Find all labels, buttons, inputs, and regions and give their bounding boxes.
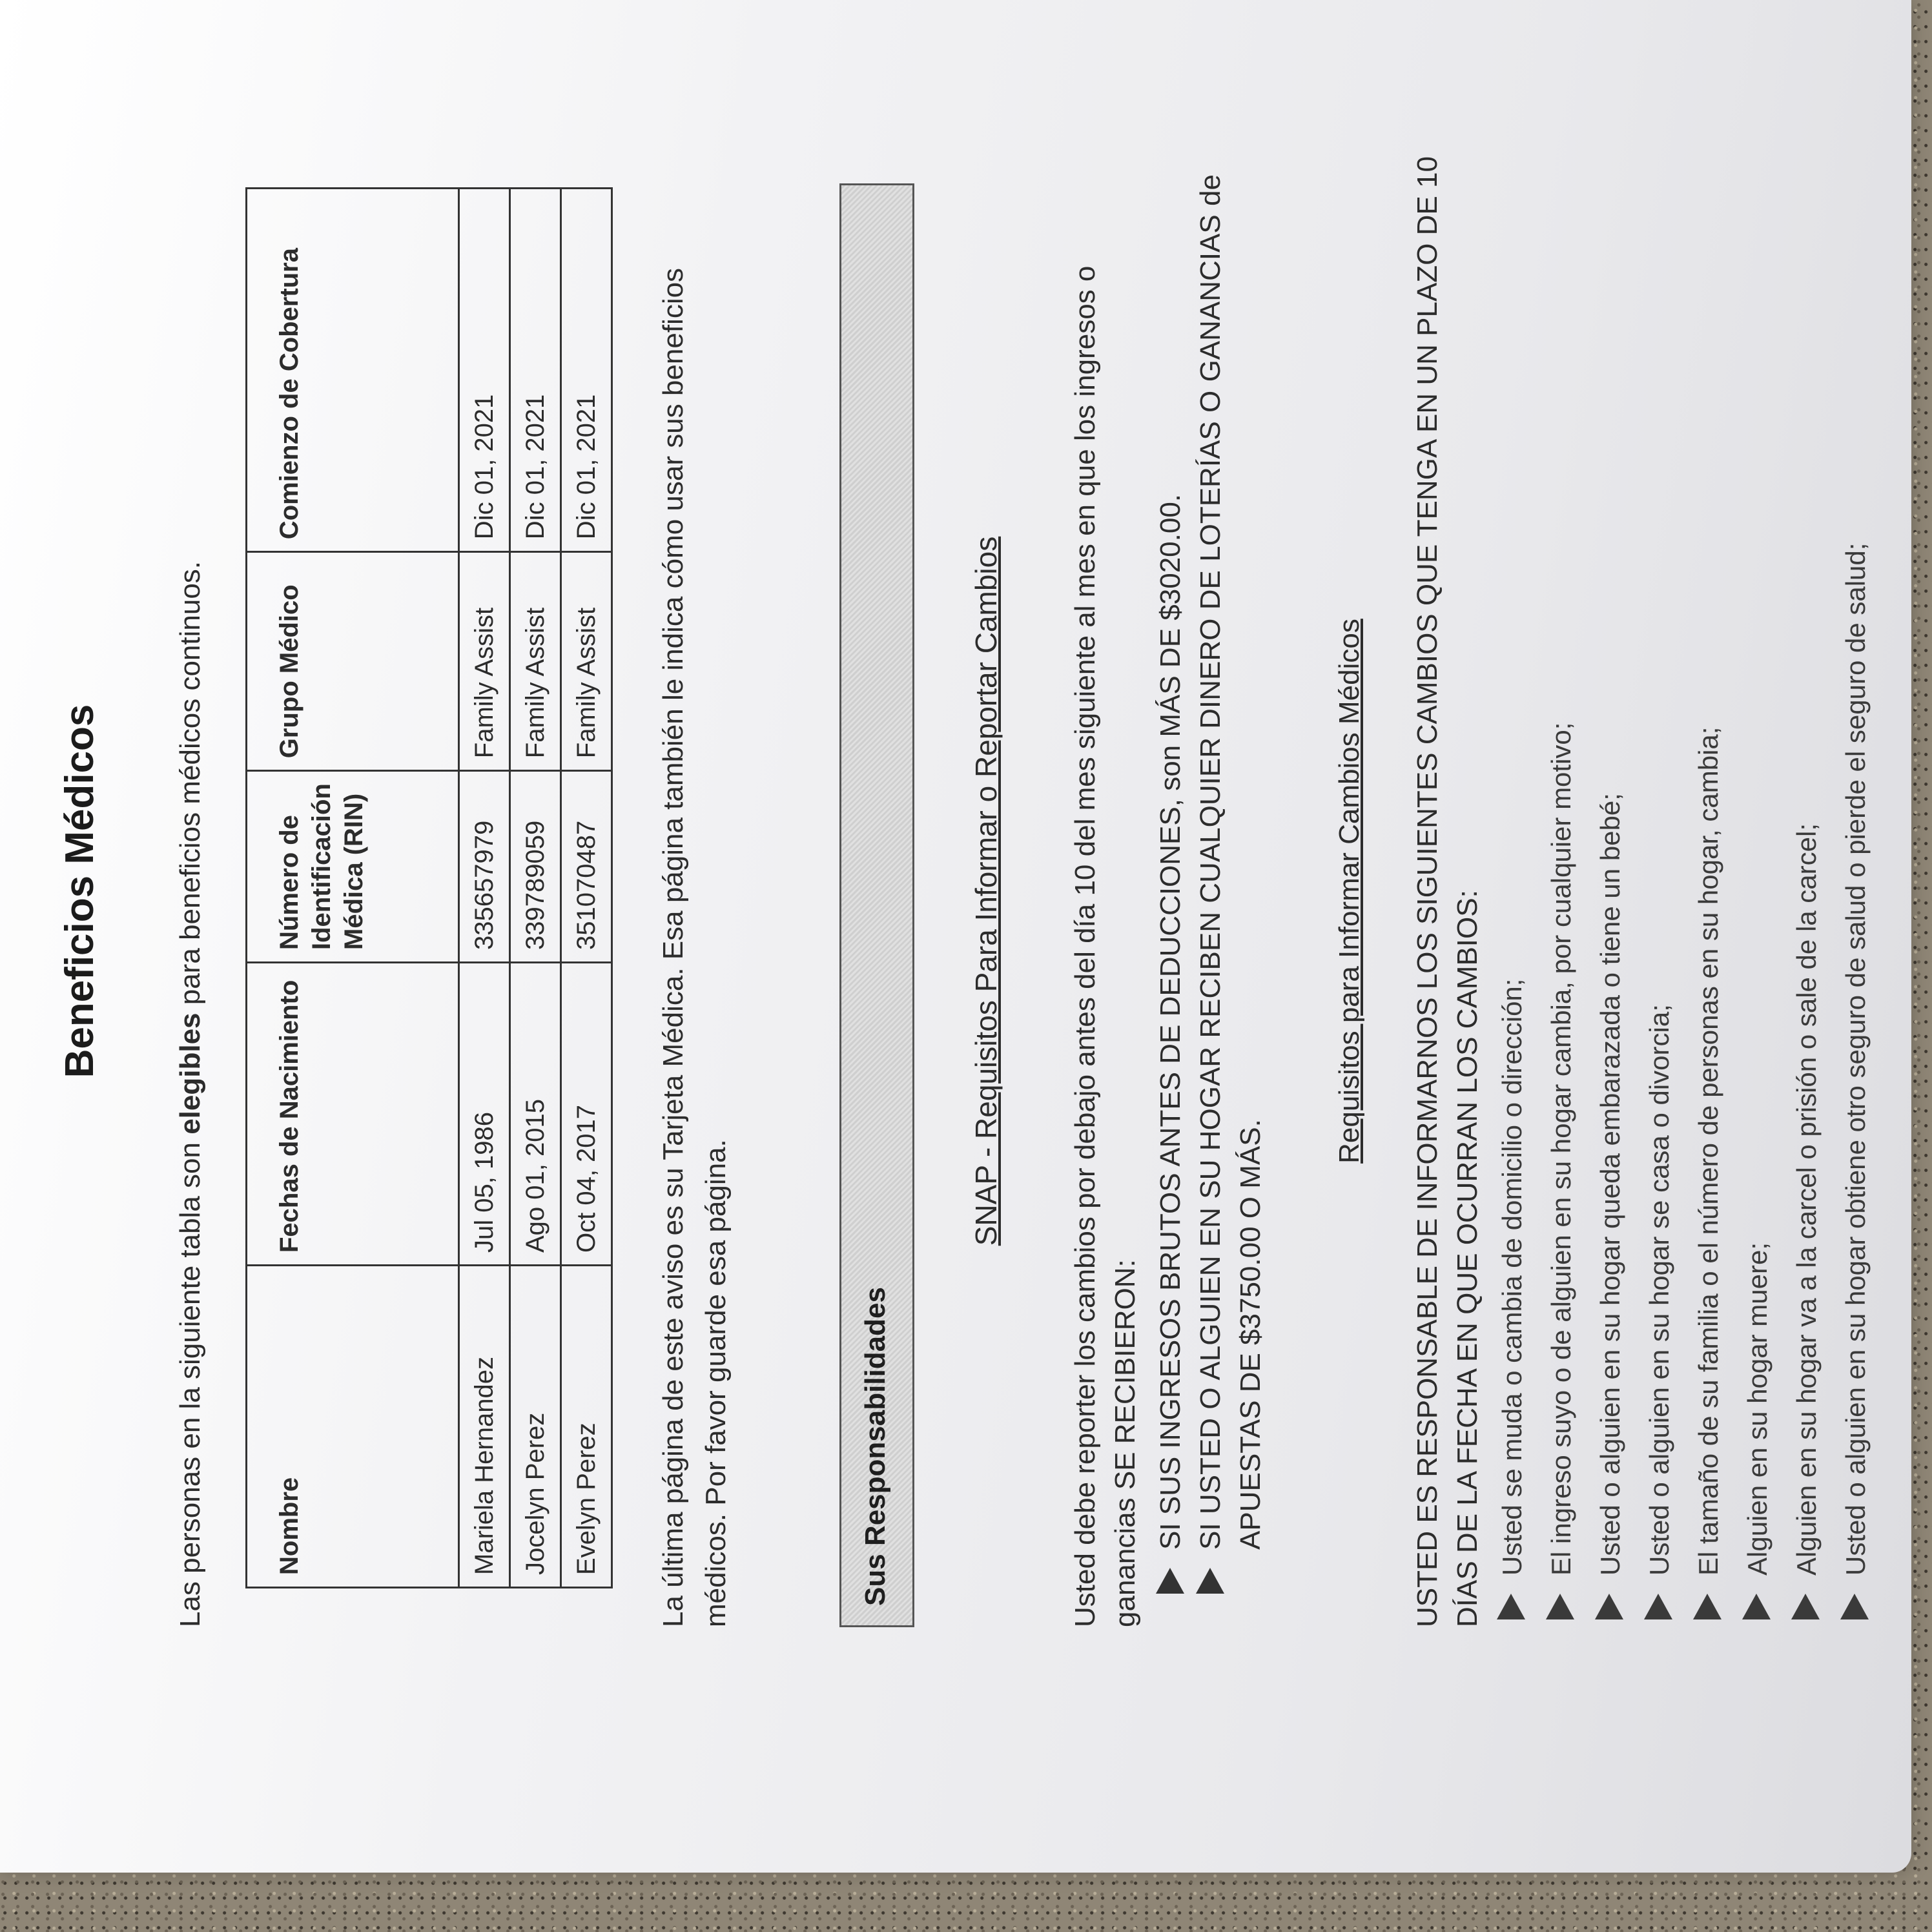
- list-item-text: Alguien en su hogar muere;: [1742, 1242, 1773, 1576]
- intro-before: Las personas en la siguiente tabla son: [174, 1134, 206, 1627]
- snap-section: [1065, 174, 1271, 1627]
- table-row: [459, 189, 510, 1588]
- col-header-rin: Número de Identificación Médica (RIN): [247, 771, 459, 963]
- list-item-text: El ingreso suyo o de alguien en su hogar cambia, por cualquier motivo;: [1546, 722, 1576, 1576]
- intro-text: [174, 561, 207, 1627]
- cell-nombre: Evelyn Perez: [561, 1266, 612, 1588]
- responsibilities-banner: [839, 183, 914, 1627]
- list-item: [1586, 142, 1635, 1627]
- col-header-cobertura: Comienzo de Cobertura: [247, 189, 459, 552]
- list-item-text: Usted o alguien en su hogar obtiene otro seguro de salud o pierde el seguro de salud;: [1840, 542, 1871, 1576]
- list-item-text: Alguien en su hogar va a la carcel o prisión o sale de la carcel;: [1791, 823, 1822, 1576]
- list-item: [1782, 142, 1831, 1627]
- list-item: [1488, 142, 1537, 1627]
- list-item: [1151, 174, 1191, 1601]
- list-item: [1831, 142, 1880, 1627]
- responsibilities-heading: Sus Responsabilidades: [859, 1287, 891, 1606]
- snap-list: [1151, 174, 1271, 1601]
- cell-rin: 339789059: [510, 771, 561, 963]
- arrow-bullet-icon: [1546, 1594, 1574, 1619]
- page-title: Beneficios Médicos: [57, 704, 102, 1078]
- snap-item-text: SI USTED O ALGUIEN EN SU HOGAR RECIBEN CUALQUIER DINERO DE LOTERÍAS O GANANCIAS de APUESTAS DE $3750.00 O MÁS.: [1195, 174, 1266, 1550]
- cell-rin: 335657979: [459, 771, 510, 963]
- list-item-text: Usted o alguien en su hogar queda embarazada o tiene un bebé;: [1595, 793, 1625, 1576]
- cell-fecha: Ago 01, 2015: [510, 963, 561, 1266]
- arrow-bullet-icon: [1693, 1594, 1721, 1619]
- list-item-text: Usted se muda o cambia de domicilio o dirección;: [1497, 978, 1527, 1576]
- list-item: [1635, 142, 1684, 1627]
- col-header-nombre: Nombre: [247, 1266, 459, 1588]
- eligibility-table: [245, 187, 613, 1588]
- list-item-text: Usted o alguien en su hogar se casa o divorcia;: [1644, 1004, 1674, 1576]
- cell-cobertura: Dic 01, 2021: [459, 189, 510, 552]
- medical-changes-heading: Requisitos para Informar Cambios Médicos: [1333, 619, 1365, 1164]
- document-page: [52, 116, 1892, 1666]
- table-row: [561, 189, 612, 1588]
- arrow-bullet-icon: [1196, 1568, 1224, 1594]
- list-item: [1191, 174, 1271, 1601]
- arrow-bullet-icon: [1156, 1568, 1184, 1594]
- arrow-bullet-icon: [1497, 1594, 1525, 1619]
- snap-heading: SNAP - Requisitos Para Informar o Reportar Cambios: [969, 536, 1003, 1246]
- arrow-bullet-icon: [1791, 1594, 1820, 1619]
- medical-card-note: La última página de este aviso es su Tarjeta Médica. Esa página también le indica cómo usar sus beneficios médicos. Por favor guarde esa página.: [657, 267, 732, 1627]
- snap-body-text: Usted debe reporter los cambios por debajo antes del día 10 del mes siguiente al mes en que los ingresos o ganancias SE RECIBIERON:: [1069, 265, 1141, 1627]
- arrow-bullet-icon: [1595, 1594, 1623, 1619]
- cell-grupo: Family Assist: [459, 552, 510, 771]
- cell-fecha: Oct 04, 2017: [561, 963, 612, 1266]
- col-header-fecha: Fechas de Nacimiento: [247, 963, 459, 1266]
- col-header-grupo: Grupo Médico: [247, 552, 459, 771]
- cell-rin: 351070487: [561, 771, 612, 963]
- arrow-bullet-icon: [1644, 1594, 1672, 1619]
- cell-nombre: Jocelyn Perez: [510, 1266, 561, 1588]
- cell-grupo: Family Assist: [561, 552, 612, 771]
- arrow-bullet-icon: [1840, 1594, 1869, 1619]
- table-row: [510, 189, 561, 1588]
- intro-bold: elegibles: [174, 1012, 206, 1135]
- medical-changes-body: USTED ES RESPONSABLE DE INFORMARNOS LOS SIGUIENTES CAMBIOS QUE TENGA EN UN PLAZO DE 10 DÍAS DE LA FECHA EN QUE OCURRAN LOS CAMBIOS:: [1412, 156, 1483, 1627]
- cell-fecha: Jul 05, 1986: [459, 963, 510, 1266]
- list-item-text: El tamaño de su familia o el número de personas en su hogar, cambia;: [1693, 726, 1723, 1576]
- cell-cobertura: Dic 01, 2021: [561, 189, 612, 552]
- medical-changes-section: [1408, 142, 1880, 1627]
- arrow-bullet-icon: [1742, 1594, 1771, 1619]
- intro-after: para beneficios médicos continuos.: [174, 560, 206, 1013]
- list-item: [1537, 142, 1586, 1627]
- list-item: [1684, 142, 1733, 1627]
- cell-nombre: Mariela Hernandez: [459, 1266, 510, 1588]
- medical-changes-list: [1488, 142, 1880, 1627]
- cell-cobertura: Dic 01, 2021: [510, 189, 561, 552]
- table-header-row: [247, 189, 459, 1588]
- list-item: [1733, 142, 1782, 1627]
- cell-grupo: Family Assist: [510, 552, 561, 771]
- snap-item-text: SI SUS INGRESOS BRUTOS ANTES DE DEDUCCIONES, son MÁS DE $3020.00.: [1155, 493, 1186, 1550]
